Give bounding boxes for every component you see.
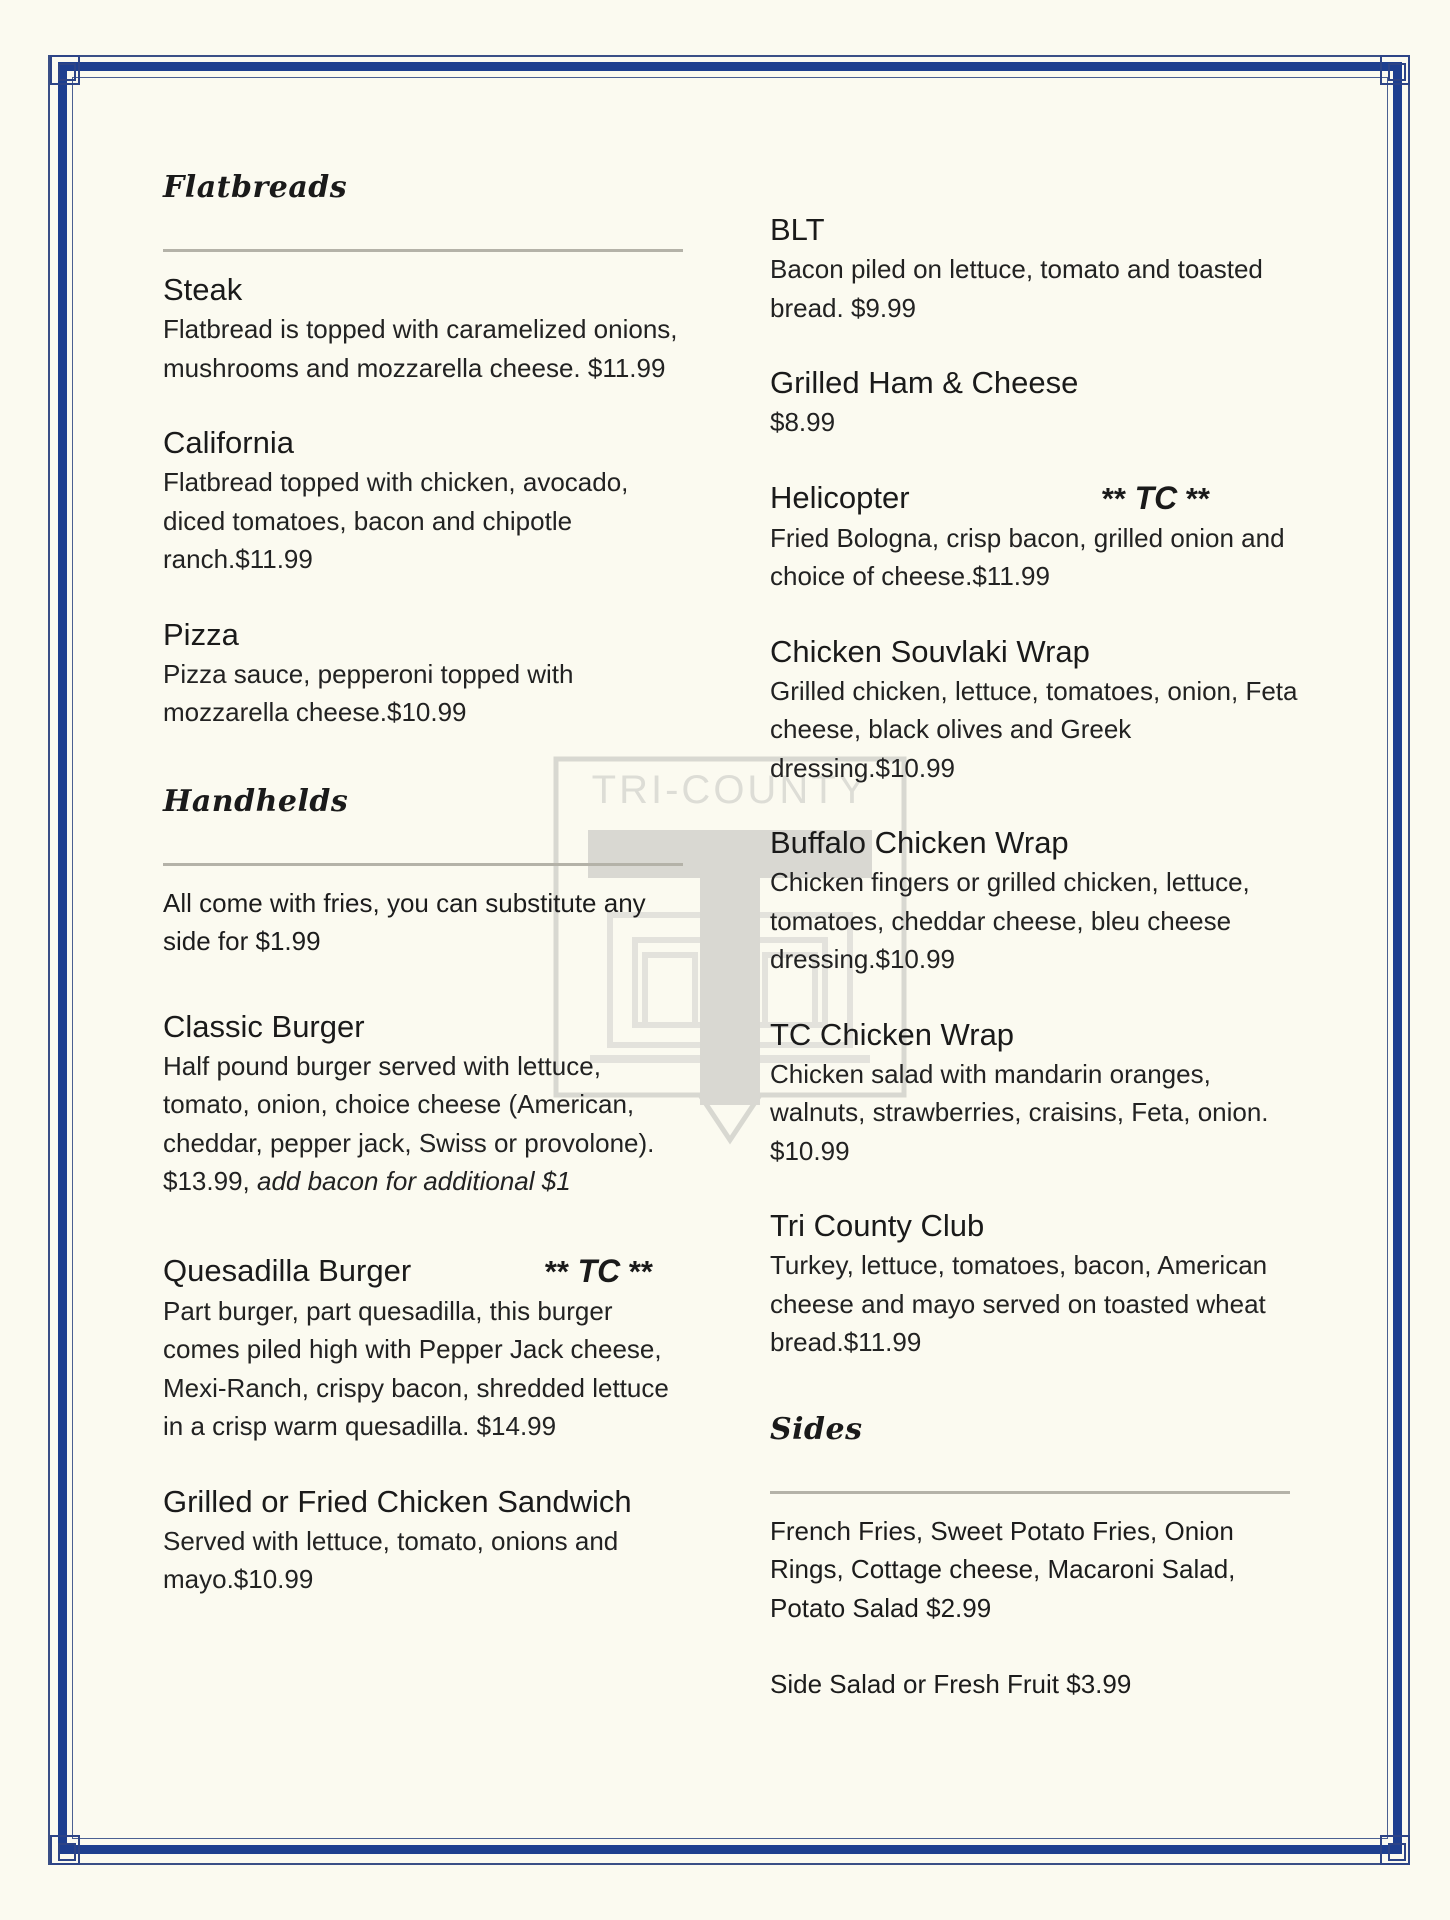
menu-item-name: Grilled Ham & Cheese [770, 365, 1079, 400]
house-special-tag: ** TC ** [544, 1252, 653, 1289]
section-title-flatbreads: Flatbreads [163, 170, 348, 205]
menu-item-description: Served with lettuce, tomato, onions and mayo.$10.99 [163, 1525, 619, 1594]
menu-item-name: BLT [770, 212, 825, 247]
frame-corner-ornament [50, 1835, 80, 1865]
frame-corner-ornament [1380, 1835, 1410, 1865]
menu-item-description: Bacon piled on lettuce, tomato and toasted bread. $9.99 [770, 254, 1263, 323]
menu-item-name: Helicopter [770, 479, 910, 515]
menu-item-description: Grilled chicken, lettuce, tomatoes, onion, Feta cheese, black olives and Greek dressing.$10.99 [770, 675, 1298, 783]
menu-item-name: Tri County Club [770, 1208, 985, 1243]
menu-item-name: TC Chicken Wrap [770, 1016, 1015, 1052]
menu-item-description: Chicken salad with mandarin oranges, walnuts, strawberries, craisins, Feta, onion. $10.99 [770, 1058, 1269, 1166]
menu-item-description: Fried Bologna, crisp bacon, grilled onion and choice of cheese.$11.99 [770, 522, 1285, 591]
menu-item-name: Chicken Souvlaki Wrap [770, 633, 1090, 669]
menu-item-description: Pizza sauce, pepperoni topped with mozzarella cheese.$10.99 [163, 658, 574, 727]
menu-item-name: Steak [163, 272, 243, 307]
section-divider [163, 249, 683, 252]
watermark-text: TRI-COUNTY [591, 768, 869, 812]
sides-list: Side Salad or Fresh Fruit $3.99 [770, 1669, 1132, 1699]
menu-item [163, 1251, 693, 1446]
menu-item-description: $8.99 [770, 407, 836, 437]
menu-item-name: Grilled or Fried Chicken Sandwich [163, 1483, 632, 1519]
menu-item-name: Buffalo Chicken Wrap [770, 825, 1069, 860]
menu-left-column [163, 170, 693, 1635]
section-title-handhelds: Handhelds [163, 783, 349, 819]
section-divider [770, 1491, 1290, 1494]
handhelds-note: All come with fries, you can substitute any side for $1.99 [163, 887, 646, 956]
menu-item [163, 423, 693, 579]
menu-item [770, 1206, 1310, 1362]
menu-item-name: Pizza [163, 616, 239, 652]
sides-list: French Fries, Sweet Potato Fries, Onion Rings, Cottage cheese, Macaroni Salad, Potato Salad $2.99 [770, 1515, 1236, 1623]
menu-item [770, 632, 1310, 788]
section-title-sides: Sides [770, 1411, 863, 1447]
menu-item-description: Part burger, part quesadilla, this burger comes piled high with Pepper Jack cheese, Mexi-Ranch, crispy bacon, shredded lettuce in a crisp warm quesadilla. $14.99 [163, 1295, 669, 1441]
menu-item [770, 363, 1310, 442]
house-special-tag: ** TC ** [1101, 479, 1210, 516]
menu-item [163, 270, 693, 387]
menu-item [770, 478, 1310, 596]
menu-item-addon-note: add bacon for additional $1 [256, 1166, 571, 1196]
section-divider [163, 863, 683, 866]
frame-corner-ornament [50, 55, 80, 85]
menu-item [770, 1015, 1310, 1171]
menu-item [163, 1482, 693, 1599]
menu-item-description: Turkey, lettuce, tomatoes, bacon, American cheese and mayo served on toasted wheat bread.$11.99 [770, 1250, 1268, 1357]
menu-item-name: Classic Burger [163, 1008, 365, 1044]
menu-item-description: Flatbread is topped with caramelized onions, mushrooms and mozzarella cheese. $11.99 [163, 314, 678, 383]
menu-item-name: California [163, 425, 294, 460]
menu-item [770, 823, 1310, 979]
menu-item-description: Chicken fingers or grilled chicken, lettuce, tomatoes, cheddar cheese, bleu cheese dressing.$10.99 [770, 867, 1250, 974]
menu-item-description: Flatbread topped with chicken, avocado, diced tomatoes, bacon and chipotle ranch.$11.99 [163, 467, 629, 574]
menu-item [163, 1007, 693, 1201]
menu-right-column [770, 210, 1310, 1742]
menu-item [163, 615, 693, 732]
menu-item [770, 210, 1310, 327]
frame-corner-ornament [1380, 55, 1410, 85]
menu-item-name: Quesadilla Burger [163, 1252, 412, 1288]
menu-item-description: Half pound burger served with lettuce, tomato, onion, choice cheese (American, cheddar, pepper jack, Swiss or provolone). $13.99, add bacon for additional $1 [163, 1050, 655, 1196]
